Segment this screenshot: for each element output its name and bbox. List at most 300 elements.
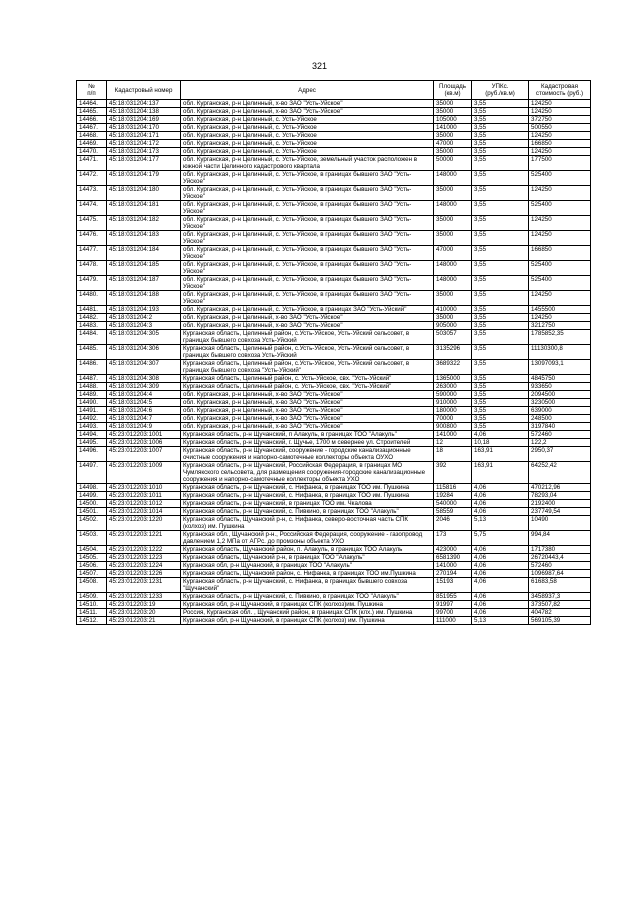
cell-cadastral-number: 45:18:031204:3 [107,322,181,330]
table-row [77,531,591,546]
cell-address: Курганская область, р-н Щучанский, с. Нифанка, в границах ТОО им. Пушкина [181,492,434,500]
cell-area: 900800 [434,423,472,431]
cell-cadastral-number: 45:18:031204:172 [107,140,181,148]
cell-cadastral-number: 45:18:031204:5 [107,399,181,407]
cell-address: Курганская область, Щучанский р-н, в границах ТОО "Алакуль" [181,554,434,562]
cell-cadastral-value: 2950,37 [529,447,591,462]
table-row [77,609,591,617]
cell-cadastral-number: 45:18:031204:170 [107,124,181,132]
cell-address: обл. Курганская, р-н Целинный, с. Усть-Уйское [181,140,434,148]
cell-row-number: 14496. [77,447,107,462]
cell-cadastral-number: 45:23:012203:1226 [107,570,181,578]
cell-area: 35000 [434,100,472,108]
cell-cadastral-number: 45:23:012203:21 [107,617,181,625]
cell-row-number: 14502. [77,516,107,531]
table-row [77,171,591,186]
cell-cadastral-number: 45:18:031204:305 [107,330,181,345]
cell-upks: 3,55 [472,246,529,261]
cell-upks: 3,55 [472,407,529,415]
cell-cadastral-value: 64252,42 [529,462,591,484]
table-row [77,156,591,171]
cell-cadastral-number: 45:23:012203:1223 [107,554,181,562]
table-row [77,246,591,261]
cell-area: 1365000 [434,375,472,383]
cell-row-number: 14489. [77,391,107,399]
table-row [77,186,591,201]
cell-area: 410000 [434,306,472,314]
column-header-upks: УПКс. (руб./кв.м) [472,81,529,100]
cell-address: Курганская обл, р-н Щучанский, в границах ТОО "Алакуль" [181,562,434,570]
cell-cadastral-number: 45:18:031204:169 [107,116,181,124]
cell-row-number: 14509. [77,593,107,601]
cell-cadastral-number: 45:18:031204:184 [107,246,181,261]
cell-area: 270194 [434,570,472,578]
cell-cadastral-value: 525400 [529,171,591,186]
cell-upks: 3,55 [472,322,529,330]
cell-area: 35000 [434,291,472,306]
cell-address: обл. Курганская, р-н Целинный, с. Усть-Уйское, в границах бывшего ЗАО "Усть-Уйское" [181,261,434,276]
cell-address: обл. Курганская, р-н Целинный, с. Усть-Уйское [181,116,434,124]
cell-cadastral-number: 45:18:031204:187 [107,276,181,291]
cell-row-number: 14476. [77,231,107,246]
cell-upks: 3,55 [472,132,529,140]
cell-cadastral-number: 45:18:031204:185 [107,261,181,276]
cell-cadastral-value: 237749,54 [529,508,591,516]
cell-cadastral-value: 61683,58 [529,578,591,593]
cell-row-number: 14481. [77,306,107,314]
cell-address: Курганская область, р-н Щучанский, в границах ТОО им. Чкалова [181,500,434,508]
cell-cadastral-number: 45:18:031204:181 [107,201,181,216]
cell-cadastral-value: 78293,04 [529,492,591,500]
cell-cadastral-number: 45:18:031204:177 [107,156,181,171]
cell-row-number: 14504. [77,546,107,554]
table-row [77,554,591,562]
table-header [77,81,591,100]
cell-cadastral-number: 45:18:031204:4 [107,391,181,399]
cell-upks: 3,55 [472,391,529,399]
cell-area: 47000 [434,246,472,261]
table-row [77,132,591,140]
cell-row-number: 14487. [77,375,107,383]
table-row [77,100,591,108]
cell-cadastral-value: 166850 [529,140,591,148]
table-row [77,314,591,322]
cell-row-number: 14466. [77,116,107,124]
cell-cadastral-number: 45:18:031204:180 [107,186,181,201]
cell-row-number: 14473. [77,186,107,201]
table-row [77,407,591,415]
cell-cadastral-value: 569105,39 [529,617,591,625]
cell-address: Курганская область, р-н Щучанский, п Алакуль, в границах ТОО "Алакуль" [181,431,434,439]
cell-upks: 3,55 [472,201,529,216]
cell-row-number: 14498. [77,484,107,492]
cell-upks: 3,55 [472,156,529,171]
column-header-cadastral-number: Кадастровый номер [107,81,181,100]
cell-upks: 4,06 [472,546,529,554]
table-row [77,201,591,216]
cell-area: 6581390 [434,554,472,562]
cell-upks: 3,55 [472,375,529,383]
cell-upks: 3,55 [472,124,529,132]
cell-cadastral-value: 177500 [529,156,591,171]
table-row [77,484,591,492]
cell-upks: 4,06 [472,570,529,578]
cell-row-number: 14472. [77,171,107,186]
column-header-address: Адрес [181,81,434,100]
table-row [77,601,591,609]
cell-area: 91997 [434,601,472,609]
cell-cadastral-number: 45:18:031204:138 [107,108,181,116]
cell-cadastral-number: 45:23:012203:1007 [107,447,181,462]
cell-row-number: 14492. [77,415,107,423]
table-row [77,322,591,330]
cell-area: 180000 [434,407,472,415]
cell-cadastral-number: 45:23:012203:1006 [107,439,181,447]
cell-address: обл. Курганская, р-н Целинный, х-во ЗАО "Усть-Уйское" [181,407,434,415]
cell-cadastral-value: 124250 [529,216,591,231]
cell-address: Курганская область, р-н Щучанский, с. Нифанка, в границах бывшего совхоза "Щучанский" [181,578,434,593]
cell-area: 99700 [434,609,472,617]
cell-cadastral-value: 470212,96 [529,484,591,492]
cell-address: Курганская область, Целинный район, с.Усть-Уйское, Усть-Уйский сельсовет, в границах бывшего совхоза Усть-Уйский [181,330,434,345]
cell-row-number: 14510. [77,601,107,609]
cell-cadastral-value: 1717380 [529,546,591,554]
cell-cadastral-number: 45:18:031204:173 [107,148,181,156]
cell-upks: 4,06 [472,500,529,508]
cell-upks: 4,06 [472,492,529,500]
cell-upks: 10,18 [472,439,529,447]
cell-address: Курганская область, Целинный район, с.Усть-Уйское, Усть-Уйский сельсовет, в границах бывшего совхоза Усть-Уйский [181,345,434,360]
cell-address: обл. Курганская, р-н Целинный, с. Усть-Уйское, в границах бывшего ЗАО "Усть-Уйское" [181,246,434,261]
cell-cadastral-number: 45:18:031204:2 [107,314,181,322]
cell-address: обл. Курганская, р-н Целинный, с. Усть-Уйское, в границах бывшего ЗАО "Усть-Уйское" [181,186,434,201]
cell-upks: 163,91 [472,447,529,462]
cell-cadastral-number: 45:23:012203:1010 [107,484,181,492]
cell-area: 392 [434,462,472,484]
cell-cadastral-value: 500550 [529,124,591,132]
column-header-cadastral-value: Кадастровая стоимость (руб.) [529,81,591,100]
table-row [77,617,591,625]
cell-row-number: 14486. [77,360,107,375]
cell-area: 148000 [434,201,472,216]
cell-upks: 3,55 [472,306,529,314]
table-row [77,276,591,291]
cell-cadastral-number: 45:18:031204:188 [107,291,181,306]
cell-area: 15193 [434,578,472,593]
cell-address: Курганская область, Целинный район, с.Усть-Уйское, Усть-Уйский сельсовет, в границах бывшего совхоза "Усть-Уйский" [181,360,434,375]
table-row [77,462,591,484]
cell-cadastral-number: 45:23:012203:1001 [107,431,181,439]
cell-upks: 4,06 [472,609,529,617]
cell-cadastral-value: 124250 [529,108,591,116]
cell-upks: 163,91 [472,462,529,484]
table-row [77,360,591,375]
cell-upks: 5,13 [472,516,529,531]
cell-area: 35000 [434,186,472,201]
cell-address: Курганская область, Щучанский район, с. Нифанка, в границах ТОО им.Пушкина [181,570,434,578]
cell-upks: 3,55 [472,231,529,246]
table-row [77,508,591,516]
cell-cadastral-number: 45:18:031204:137 [107,100,181,108]
cell-area: 50000 [434,156,472,171]
cell-row-number: 14471. [77,156,107,171]
cell-upks: 3,55 [472,314,529,322]
cell-address: обл. Курганская, р-н Целинный, с. Усть-Уйское, в границах бывшего ЗАО "Усть-Уйское" [181,276,434,291]
cell-address: Россия, Курганская обл. , Щучанский район, в границах СПК (клх.) им. Пушкина [181,609,434,617]
cell-cadastral-value: 124250 [529,132,591,140]
cell-row-number: 14469. [77,140,107,148]
cell-row-number: 14475. [77,216,107,231]
table-row [77,108,591,116]
cell-cadastral-value: 525400 [529,201,591,216]
cell-cadastral-number: 45:18:031204:9 [107,423,181,431]
cell-cadastral-number: 45:23:012203:19 [107,601,181,609]
cell-cadastral-number: 45:23:012203:1220 [107,516,181,531]
cell-cadastral-value: 2192400 [529,500,591,508]
cell-upks: 4,06 [472,593,529,601]
table-row [77,375,591,383]
cell-row-number: 14493. [77,423,107,431]
table-row [77,261,591,276]
cell-row-number: 14484. [77,330,107,345]
cell-cadastral-value: 122,2 [529,439,591,447]
cell-cadastral-number: 45:23:012203:1222 [107,546,181,554]
cell-area: 2046 [434,516,472,531]
cell-upks: 3,55 [472,171,529,186]
cell-cadastral-value: 124250 [529,148,591,156]
cell-area: 35000 [434,231,472,246]
cell-row-number: 14499. [77,492,107,500]
cell-area: 115816 [434,484,472,492]
table-row [77,578,591,593]
cell-row-number: 14511. [77,609,107,617]
cell-cadastral-number: 45:23:012203:1233 [107,593,181,601]
cell-cadastral-value: 373507,82 [529,601,591,609]
cell-address: обл. Курганская, р-н Целинный, х-во ЗАО "Усть-Уйское" [181,391,434,399]
cell-cadastral-value: 2094500 [529,391,591,399]
table-row [77,447,591,462]
cell-upks: 3,55 [472,345,529,360]
cell-upks: 3,55 [472,399,529,407]
page-number: 321 [311,61,328,71]
cell-row-number: 14467. [77,124,107,132]
cell-address: Курганская область, р-н Щучанский, с. Пивкино, в границах ТОО "Алакуль" [181,593,434,601]
cell-upks: 3,55 [472,140,529,148]
cell-upks: 3,55 [472,415,529,423]
table-row [77,399,591,407]
table-row [77,216,591,231]
cell-address: Курганская область, Целинный район, с. Усть-Уйское, свх. "Усть-Уйский" [181,383,434,391]
cell-cadastral-value: 572460 [529,431,591,439]
cell-row-number: 14494. [77,431,107,439]
cell-address: обл. Курганская, р-н Целинный, с. Усть-Уйское, в границах ЗАО "Усть-Уйский" [181,306,434,314]
cell-cadastral-value: 1455500 [529,306,591,314]
cell-cadastral-number: 45:23:012203:20 [107,609,181,617]
cell-cadastral-value: 3197840 [529,423,591,431]
cell-area: 35000 [434,314,472,322]
cell-cadastral-number: 45:18:031204:7 [107,415,181,423]
cell-cadastral-value: 166850 [529,246,591,261]
cell-area: 47000 [434,140,472,148]
table-row [77,562,591,570]
cell-area: 105000 [434,116,472,124]
table-row [77,570,591,578]
cell-address: Курганская область, р-н Щучанский, с. Нифанка, в границах ТОО им. Пушкина [181,484,434,492]
cell-cadastral-value: 124250 [529,314,591,322]
cell-cadastral-value: 124250 [529,291,591,306]
table-row [77,431,591,439]
cell-area: 35000 [434,132,472,140]
cell-row-number: 14497. [77,462,107,484]
cell-address: Курганская обл, р-н Щучанский, в границах СПК (колхоз) им. Пушкина [181,617,434,625]
cell-area: 35000 [434,108,472,116]
table-row [77,116,591,124]
cell-address: Курганская область, Целинный район, с. Усть-Уйское, свх. "Усть-Уйский" [181,375,434,383]
cell-cadastral-number: 45:23:012203:1014 [107,508,181,516]
table-row [77,140,591,148]
cell-address: обл. Курганская, р-н Целинный, х-во ЗАО "Усть-Уйское" [181,322,434,330]
cell-address: обл. Курганская, р-н Целинный, с. Усть-Уйское [181,132,434,140]
cell-area: 148000 [434,276,472,291]
cell-address: Курганская обл., Щучанский р-н., Российская Федерация, сооружение - газопровод давлением 1,2 МПа от АГРс. до промзоны объекта УХО [181,531,434,546]
cell-row-number: 14464. [77,100,107,108]
cell-row-number: 14482. [77,314,107,322]
cell-upks: 4,06 [472,484,529,492]
cell-upks: 4,06 [472,508,529,516]
cell-row-number: 14491. [77,407,107,415]
cell-upks: 3,55 [472,116,529,124]
cell-area: 141000 [434,431,472,439]
cell-row-number: 14465. [77,108,107,116]
cell-area: 35000 [434,216,472,231]
cell-cadastral-value: 13097093,1 [529,360,591,375]
cell-area: 12 [434,439,472,447]
cell-cadastral-value: 933650 [529,383,591,391]
cell-address: обл. Курганская, р-н Целинный, с. Усть-Уйское [181,124,434,132]
cell-row-number: 14479. [77,276,107,291]
cell-address: обл. Курганская, р-н Целинный, с. Усть-Уйское, в границах бывшего ЗАО "Усть-Уйское" [181,291,434,306]
cell-area: 3135296 [434,345,472,360]
cell-cadastral-value: 11130300,8 [529,345,591,360]
cell-cadastral-value: 124250 [529,100,591,108]
cell-area: 111000 [434,617,472,625]
cell-cadastral-value: 572460 [529,562,591,570]
cell-row-number: 14474. [77,201,107,216]
cell-upks: 4,06 [472,601,529,609]
cell-upks: 4,06 [472,578,529,593]
cell-area: 70000 [434,415,472,423]
cell-area: 3689322 [434,360,472,375]
cell-row-number: 14512. [77,617,107,625]
cell-address: обл. Курганская, р-н Целинный, с. Усть-Уйское, в границах бывшего ЗАО "Усть-Уйское" [181,216,434,231]
table-row [77,391,591,399]
cell-address: обл. Курганская, р-н Целинный, с. Усть-Уйское, в границах бывшего ЗАО "Усть-Уйское" [181,201,434,216]
cell-area: 58559 [434,508,472,516]
cell-upks: 5,13 [472,617,529,625]
cell-row-number: 14483. [77,322,107,330]
cell-address: обл. Курганская, р-н Целинный, х-во ЗАО "Усть-Уйское" [181,100,434,108]
cell-area: 141000 [434,562,472,570]
cell-address: Курганская область, Щучанский район, п. Алакуль, в границах ТОО Алакуль [181,546,434,554]
cell-row-number: 14470. [77,148,107,156]
cell-upks: 3,55 [472,148,529,156]
cell-address: обл. Курганская, р-н Целинный, х-во ЗАО "Усть-Уйское" [181,399,434,407]
cell-row-number: 14500. [77,500,107,508]
cell-upks: 3,55 [472,276,529,291]
cell-upks: 3,55 [472,261,529,276]
cell-cadastral-number: 45:23:012203:1012 [107,500,181,508]
cell-cadastral-value: 10490 [529,516,591,531]
cell-row-number: 14505. [77,554,107,562]
table-row [77,546,591,554]
cell-area: 503057 [434,330,472,345]
cell-upks: 3,55 [472,216,529,231]
cell-row-number: 14506. [77,562,107,570]
cell-area: 540000 [434,500,472,508]
cell-address: обл. Курганская, р-н Целинный, с. Усть-Уйское, земельный участок расположен в южной части Целинного кадастрового квартала [181,156,434,171]
cell-area: 35000 [434,148,472,156]
cell-cadastral-value: 1785852,35 [529,330,591,345]
cell-address: Курганская обл, р-н Щучанский, в границах СПК (колхоз)им. Пушкина [181,601,434,609]
cell-cadastral-number: 45:18:031204:183 [107,231,181,246]
table-row [77,291,591,306]
table-row [77,415,591,423]
cell-row-number: 14478. [77,261,107,276]
cell-upks: 3,55 [472,186,529,201]
cell-address: Курганская область, Щучанский р-н, с. Нифанка, северо-восточная часть СПК (колхоз) им. Пушкина [181,516,434,531]
cell-cadastral-value: 3230500 [529,399,591,407]
cell-upks: 4,06 [472,554,529,562]
cell-area: 423000 [434,546,472,554]
cell-cadastral-number: 45:23:012203:1231 [107,578,181,593]
cell-cadastral-number: 45:23:012203:1221 [107,531,181,546]
cell-row-number: 14508. [77,578,107,593]
cell-address: обл. Курганская, р-н Целинный, х-во ЗАО "Усть-Уйское" [181,108,434,116]
table-row [77,500,591,508]
cell-row-number: 14507. [77,570,107,578]
cell-area: 263000 [434,383,472,391]
cell-upks: 3,55 [472,360,529,375]
cell-address: Курганская область, р-н Щучанский, Российская Федерация, в границах МО Чумлякского сельсовета, для размещения сооружения-городские канализационные сооружения и напорно-самотечные коллекторы объекта УХО [181,462,434,484]
table-row [77,345,591,360]
cell-row-number: 14477. [77,246,107,261]
cell-row-number: 14503. [77,531,107,546]
cell-upks: 3,55 [472,423,529,431]
table-row [77,516,591,531]
cell-cadastral-value: 26720443,4 [529,554,591,562]
cell-cadastral-value: 404782 [529,609,591,617]
cell-cadastral-value: 248500 [529,415,591,423]
cell-cadastral-number: 45:18:031204:6 [107,407,181,415]
cell-upks: 4,06 [472,562,529,570]
cell-area: 19284 [434,492,472,500]
header-row [77,81,591,100]
cell-area: 148000 [434,261,472,276]
cell-cadastral-value: 3212750 [529,322,591,330]
cell-area: 141000 [434,124,472,132]
table-row [77,492,591,500]
cell-area: 148000 [434,171,472,186]
table-row [77,330,591,345]
cell-cadastral-value: 639000 [529,407,591,415]
cell-upks: 3,55 [472,330,529,345]
cell-cadastral-number: 45:18:031204:309 [107,383,181,391]
table-row [77,383,591,391]
cell-address: Курганская область, р-н Щучанский, сооружение - городские канализационные очистные сооружения и напорно-самотечные коллекторы объекта ОУХО [181,447,434,462]
table-body [77,100,591,625]
cell-cadastral-number: 45:18:031204:171 [107,132,181,140]
cell-address: обл. Курганская, р-н Целинный, х-во ЗАО "Усть-Уйское" [181,415,434,423]
